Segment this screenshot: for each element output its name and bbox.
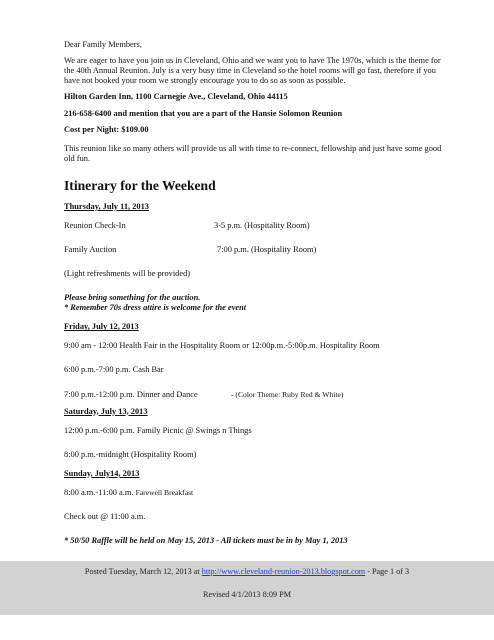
event-label: Reunion Check-In: [64, 221, 126, 231]
blog-link[interactable]: http://www.cleveland-reunion-2013.blogspot.com: [201, 567, 366, 576]
schedule-item: 12:00 p.m.-6:00 p.m. Family Picnic @ Swings n Things: [64, 425, 252, 435]
schedule-item: 6:00 p.m.-7:00 p.m. Cash Bar: [64, 365, 164, 375]
day-header-sunday: Sunday, July14, 2013: [64, 468, 140, 478]
event-time: 3-5 p.m. (Hospitality Room): [214, 221, 310, 231]
hotel-phone: 216-658-6400 and mention that you are a part of the Hansie Solomon Reunion: [64, 109, 343, 119]
event-label: Family Auction: [64, 245, 117, 255]
schedule-item: 7:00 p.m.-12:00 p.m. Dinner and Dance: [64, 389, 198, 399]
raffle-note: * 50/50 Raffle will be held on May 15, 2013 - All tickets must be in by May 1, 2013: [64, 536, 348, 546]
schedule-item: 8:00 p.m.-midnight (Hospitality Room): [64, 449, 197, 459]
closing-paragraph: This reunion like so many others will provide us all with time to re-connect, fellowship and just have some good old fun.: [64, 143, 442, 163]
schedule-row: [64, 390, 442, 400]
day-header-saturday: Saturday, July 13, 2013: [64, 406, 148, 416]
auction-note: Please bring something for the auction.: [64, 293, 201, 303]
hotel-address: Hilton Garden Inn, 1100 Carnegie Ave., Cleveland, Ohio 44115: [64, 92, 288, 102]
event-label: Farewell Breakfast: [135, 487, 194, 497]
dress-note: * Remember 70s dress attire is welcome for the event: [64, 303, 247, 313]
letter-body: [64, 40, 442, 546]
schedule-row: [64, 245, 442, 255]
refreshments-note: (Light refreshments will be provided): [64, 269, 191, 279]
cost-per-night: Cost per Night: $109.00: [64, 125, 149, 135]
color-theme: - (Color Theme: Ruby Red & White): [231, 389, 344, 399]
posted-prefix: Posted Tuesday, March 12, 2013 at: [84, 567, 202, 576]
revised-line: Revised 4/1/2013 8:09 PM: [202, 590, 292, 599]
schedule-row: [64, 221, 442, 231]
day-header-friday: Friday, July 12, 2013: [64, 322, 139, 332]
event-time: 7:00 p.m. (Hospitality Room): [217, 245, 317, 255]
itinerary-title: Itinerary for the Weekend: [64, 177, 216, 193]
event-time: 8:00 a.m.-11:00 a.m.: [64, 487, 134, 497]
day-header-thursday: Thursday, July 11, 2013: [64, 202, 149, 212]
intro-paragraph: We are eager to have you join us in Cleveland, Ohio and we want you to have The 1970s, which is the theme for the 40th Annual Reunion. July is a very busy time in Cleveland so the hotel rooms will go fast, therefore if you have not booked your room we strongly encourage you to do so as soon as possible.: [64, 56, 441, 86]
page-footer: [0, 561, 494, 615]
posted-suffix: - Page 1 of 3: [365, 567, 410, 576]
posted-line: [0, 567, 494, 576]
schedule-item: 9:00 am - 12:00 Health Fair in the Hospitality Room or 12:00p.m.-5:00p.m. Hospitality Room: [64, 341, 380, 351]
schedule-item: [64, 488, 442, 498]
greeting: Dear Family Members,: [64, 40, 142, 49]
schedule-item: Check out @ 11:00 a.m.: [64, 511, 146, 521]
